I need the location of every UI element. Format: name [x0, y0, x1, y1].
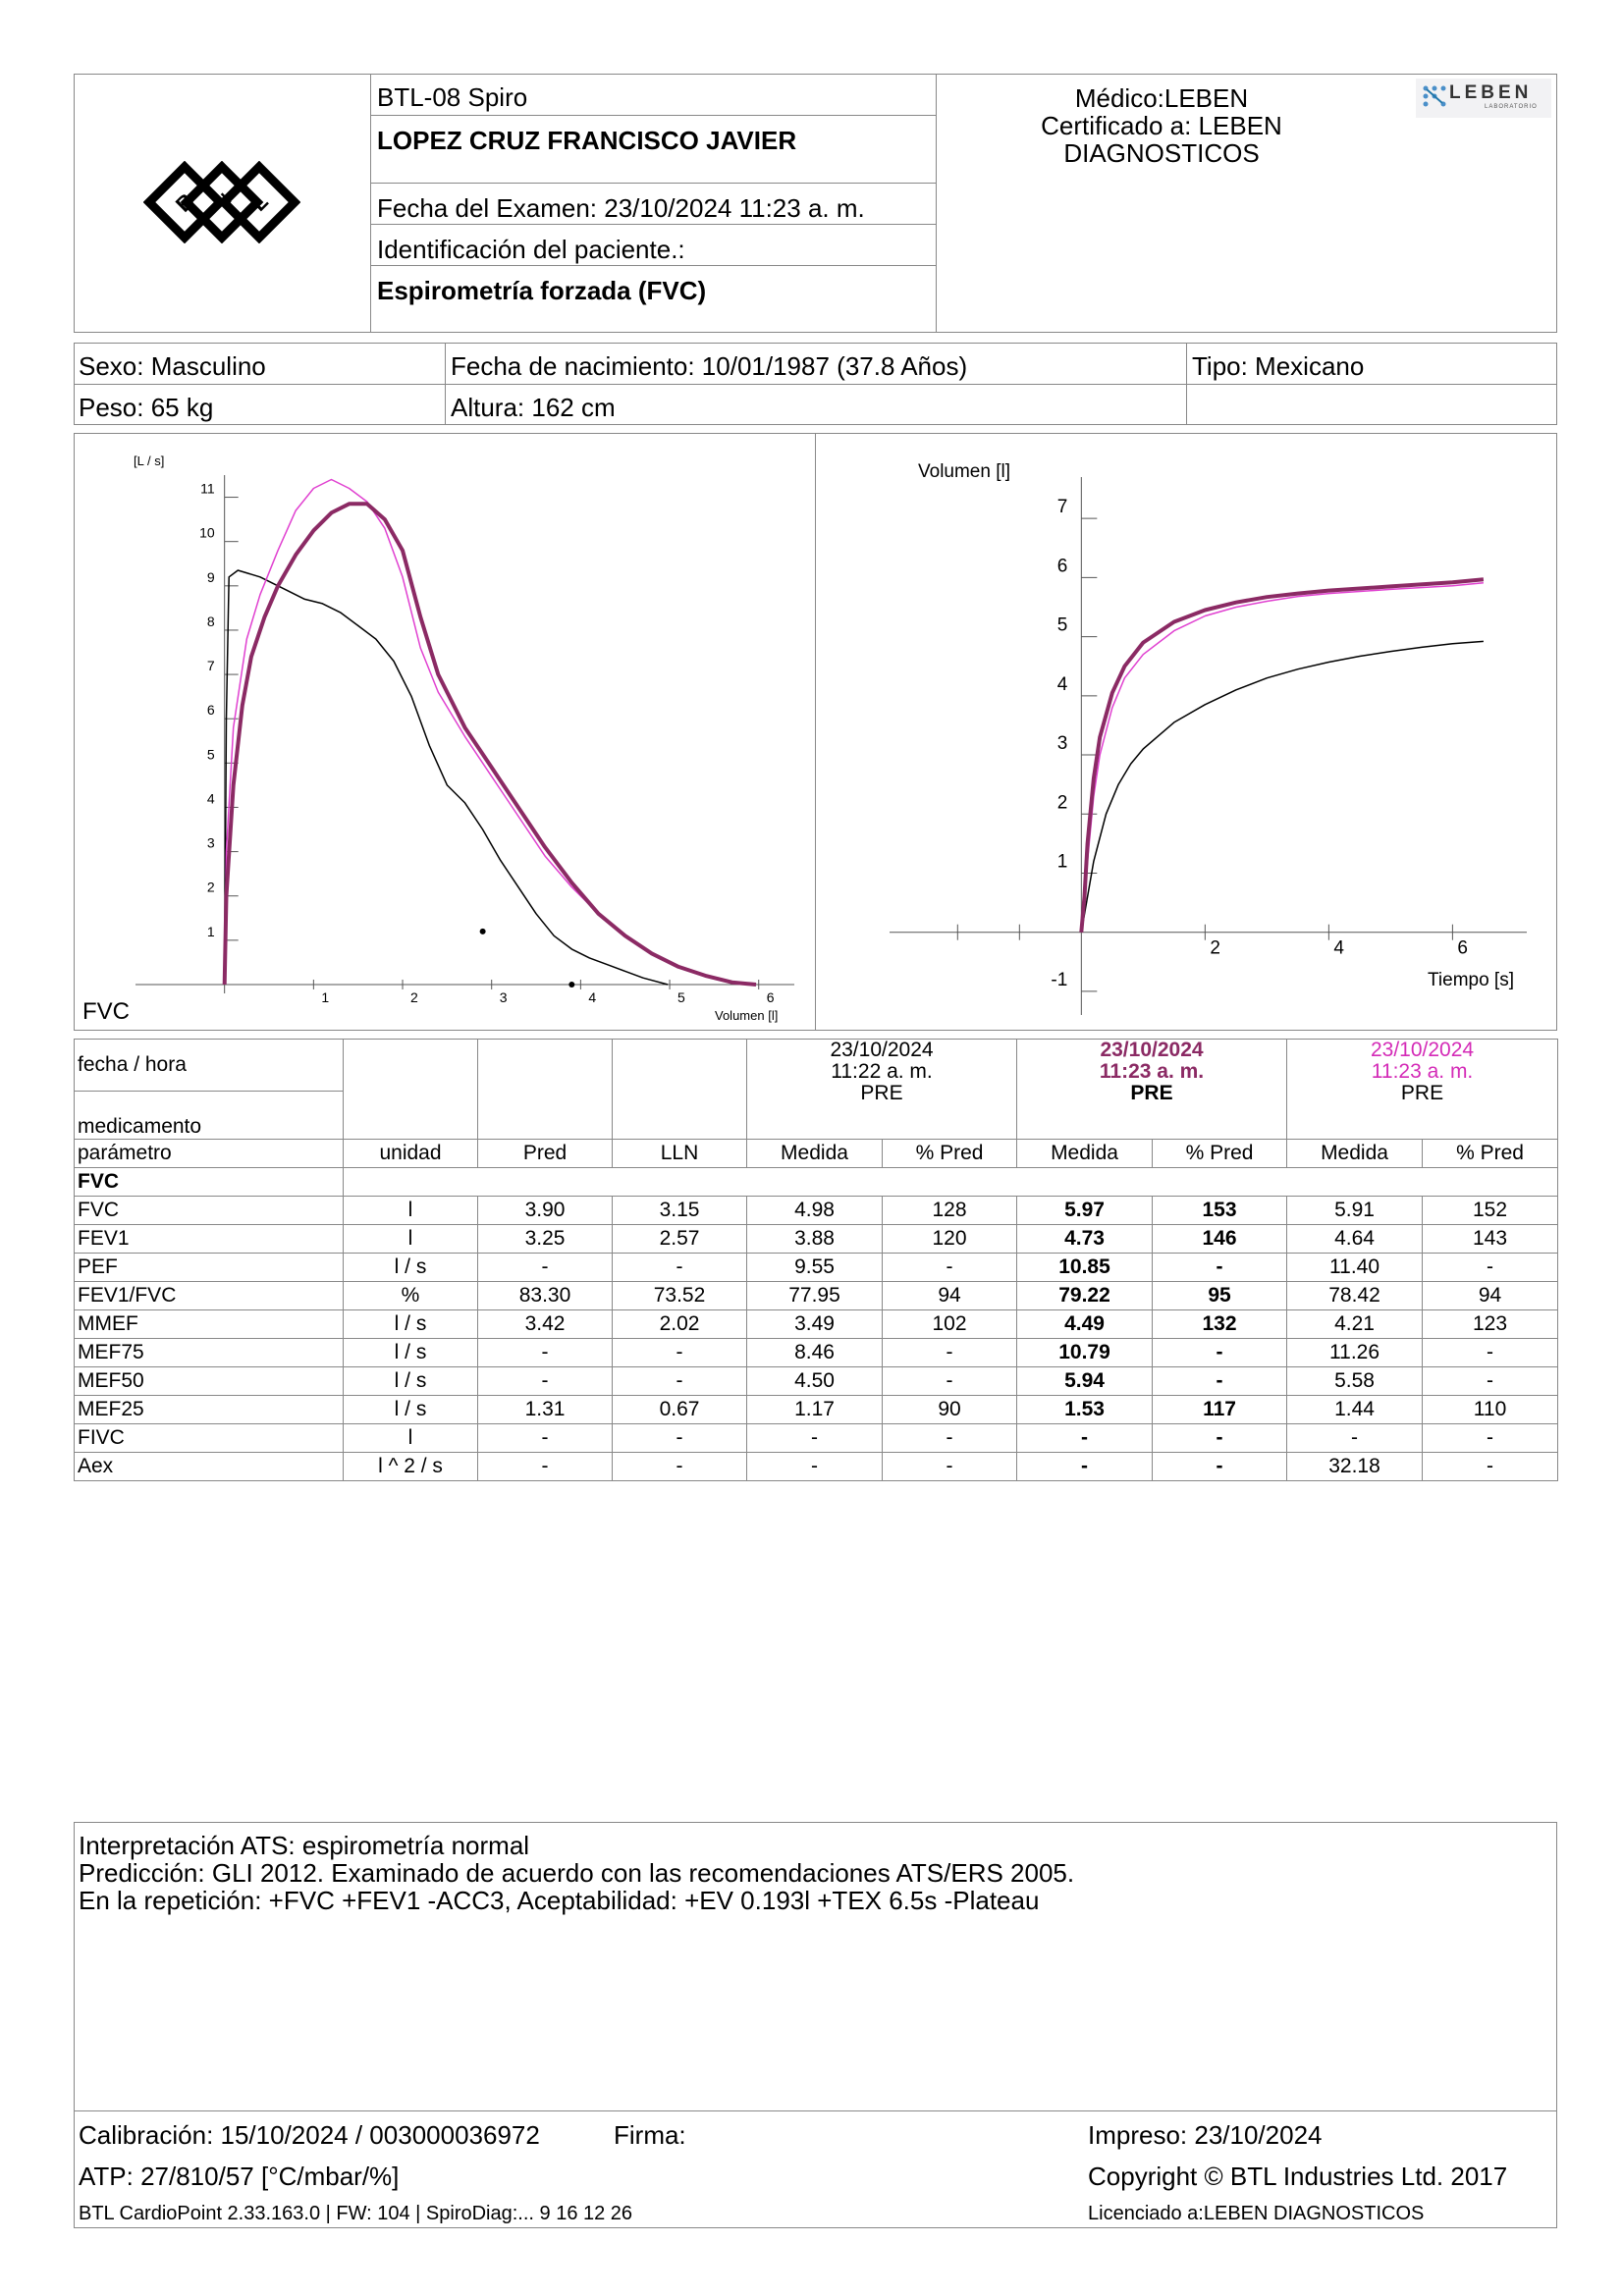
table-cell: 4.50 [747, 1367, 883, 1396]
header-row-line [370, 265, 936, 266]
table-cell: 8.46 [747, 1339, 883, 1367]
table-cell: - [1423, 1254, 1558, 1282]
interpretation-line-3: En la repetición: +FVC +FEV1 -ACC3, Aceptabilidad: +EV 0.193l +TEX 6.5s -Plateau [79, 1886, 1040, 1915]
table-cell: 3.88 [747, 1225, 883, 1254]
table-cell: - [883, 1254, 1017, 1282]
table-cell: 1.31 [478, 1396, 613, 1424]
table-cell: l / s [344, 1339, 478, 1367]
table-cell: - [1153, 1367, 1287, 1396]
table-cell: 5.58 [1287, 1367, 1423, 1396]
header-row-line [370, 224, 936, 225]
table-cell: 4.21 [1287, 1310, 1423, 1339]
trial-2-date: 23/10/2024 [1100, 1039, 1204, 1061]
table-cell: 4.49 [1017, 1310, 1153, 1339]
leben-logo-text: LEBEN [1449, 82, 1533, 103]
table-cell: 152 [1423, 1197, 1558, 1225]
section-empty [344, 1168, 1558, 1197]
y-tick-label: 3 [206, 834, 215, 851]
parameter-name: MEF75 [75, 1339, 344, 1367]
patient-sex: Sexo: Masculino [79, 351, 266, 381]
table-cell: - [1287, 1424, 1423, 1453]
table-cell: 1.53 [1017, 1396, 1153, 1424]
table-cell: - [1423, 1453, 1558, 1481]
patient-row-line [74, 384, 1557, 385]
table-cell: 3.90 [478, 1197, 613, 1225]
table-row [75, 1282, 1558, 1310]
table-cell: - [747, 1424, 883, 1453]
y-tick-label: 11 [200, 480, 215, 497]
parameter-name: FIVC [75, 1424, 344, 1453]
section-label: FVC [75, 1168, 344, 1197]
table-row [75, 1424, 1558, 1453]
table-cell: % [344, 1282, 478, 1310]
patient-type: Tipo: Mexicano [1192, 351, 1365, 381]
table-cell: l ^ 2 / s [344, 1453, 478, 1481]
table-cell: 123 [1423, 1310, 1558, 1339]
volume-time-series [1081, 579, 1484, 933]
x-tick-label: 2 [1210, 937, 1220, 959]
leben-logo-icon [1422, 84, 1447, 108]
table-row [75, 1254, 1558, 1282]
volume-time-ylabel: Volumen [l] [918, 461, 1010, 482]
interpretation-line-2: Predicción: GLI 2012. Examinado de acuerdo con las recomendaciones ATS/ERS 2005. [79, 1858, 1075, 1888]
x-tick-label: 5 [677, 988, 685, 1005]
empty-cell [478, 1040, 613, 1140]
table-cell: 5.91 [1287, 1197, 1423, 1225]
table-cell: - [1423, 1367, 1558, 1396]
series-line-2 [1081, 583, 1484, 933]
svg-text:T: T [208, 188, 236, 216]
table-cell: 3.42 [478, 1310, 613, 1339]
table-row [75, 1225, 1558, 1254]
table-cell: 11.26 [1287, 1339, 1423, 1367]
x-tick-label: 4 [1333, 937, 1344, 959]
patient-weight: Peso: 65 kg [79, 393, 214, 422]
table-cell: 1.17 [747, 1396, 883, 1424]
y-tick-label: 9 [206, 568, 215, 585]
results-table [74, 1039, 1558, 1481]
flow-volume-chart [75, 434, 814, 1029]
table-cell: - [1153, 1339, 1287, 1367]
table-cell: 5.97 [1017, 1197, 1153, 1225]
series-line-3 [1081, 579, 1484, 933]
table-cell: 9.55 [747, 1254, 883, 1282]
table-row [75, 1197, 1558, 1225]
y-tick-label: 4 [206, 790, 215, 807]
table-cell: 3.49 [747, 1310, 883, 1339]
column-header-row [75, 1140, 1558, 1168]
header-divider-left [370, 74, 371, 333]
table-cell: - [883, 1424, 1017, 1453]
volume-time-xlabel: Tiempo [s] [1428, 970, 1514, 990]
table-cell: l [344, 1424, 478, 1453]
table-cell: 2.57 [613, 1225, 747, 1254]
column-header: unidad [344, 1140, 478, 1168]
x-tick-label: 1 [321, 988, 330, 1005]
table-cell: - [478, 1339, 613, 1367]
trial-1-header [747, 1040, 1017, 1140]
trial-2-header [1017, 1040, 1287, 1140]
patient-birth: Fecha de nacimiento: 10/01/1987 (37.8 Años) [451, 351, 968, 381]
atp-conditions: ATP: 27/810/57 [°C/mbar/%] [79, 2162, 400, 2191]
y-tick-label: 5 [206, 746, 215, 763]
empty-cell [344, 1040, 478, 1140]
leben-logo-sub: LABORATORIO [1485, 104, 1538, 110]
table-cell: 73.52 [613, 1282, 747, 1310]
table-cell: 146 [1153, 1225, 1287, 1254]
patient-height: Altura: 162 cm [451, 393, 616, 422]
patient-col-line [1186, 343, 1187, 425]
trial-3-header [1287, 1040, 1558, 1140]
table-cell: 32.18 [1287, 1453, 1423, 1481]
table-cell: - [1017, 1424, 1153, 1453]
table-cell: - [1153, 1453, 1287, 1481]
table-cell: l / s [344, 1310, 478, 1339]
table-cell: 5.94 [1017, 1367, 1153, 1396]
table-cell: - [883, 1339, 1017, 1367]
table-cell: l / s [344, 1367, 478, 1396]
interpretation-text [79, 1832, 1074, 1914]
leben-logo [1416, 79, 1551, 118]
volume-time-axes [890, 477, 1527, 1015]
table-cell: - [613, 1339, 747, 1367]
x-tick-label: 4 [588, 988, 597, 1005]
series-line-1 [1081, 641, 1484, 932]
table-cell: 117 [1153, 1396, 1287, 1424]
column-header: Medida [747, 1140, 883, 1168]
table-cell: 153 [1153, 1197, 1287, 1225]
table-cell: 10.79 [1017, 1339, 1153, 1367]
patient-id: Identificación del paciente.: [377, 235, 685, 264]
y-tick-label: 4 [1056, 673, 1068, 695]
btl-logo [143, 161, 300, 243]
parameter-name: MEF25 [75, 1396, 344, 1424]
table-cell: - [883, 1367, 1017, 1396]
parameter-name: FEV1 [75, 1225, 344, 1254]
table-cell: - [883, 1453, 1017, 1481]
table-cell: 77.95 [747, 1282, 883, 1310]
device-name: BTL-08 Spiro [377, 82, 528, 112]
y-tick-label: 3 [1056, 733, 1068, 755]
table-cell: 2.02 [613, 1310, 747, 1339]
column-header: % Pred [883, 1140, 1017, 1168]
svg-text:L: L [245, 188, 273, 216]
table-cell: - [613, 1254, 747, 1282]
y-tick-label: 7 [206, 658, 215, 674]
y-tick-label: 2 [206, 879, 215, 895]
doctor-block [936, 84, 1387, 167]
interpretation-line-1: Interpretación ATS: espirometría normal [79, 1831, 530, 1860]
table-cell: 79.22 [1017, 1282, 1153, 1310]
table-row [75, 1310, 1558, 1339]
table-cell: - [1423, 1339, 1558, 1367]
table-cell: 132 [1153, 1310, 1287, 1339]
table-cell: 128 [883, 1197, 1017, 1225]
column-header: parámetro [75, 1140, 344, 1168]
table-cell: l / s [344, 1396, 478, 1424]
table-cell: 94 [883, 1282, 1017, 1310]
table-cell: 11.40 [1287, 1254, 1423, 1282]
y-tick-label: 1 [1056, 851, 1068, 873]
table-cell: 83.30 [478, 1282, 613, 1310]
table-cell: - [478, 1254, 613, 1282]
table-cell: - [747, 1453, 883, 1481]
patient-col-line [445, 343, 446, 425]
table-cell: - [613, 1367, 747, 1396]
table-row [75, 1367, 1558, 1396]
table-cell: 10.85 [1017, 1254, 1153, 1282]
trial-2-med: PRE [1130, 1082, 1173, 1104]
x-tick-label: 6 [766, 988, 775, 1005]
data-rows [75, 1197, 1558, 1481]
column-header: % Pred [1153, 1140, 1287, 1168]
table-cell: - [1153, 1254, 1287, 1282]
column-header: Pred [478, 1140, 613, 1168]
y-tick-label: 6 [206, 702, 215, 719]
signature-label: Firma: [614, 2120, 686, 2150]
certified-to-line2: DIAGNOSTICOS [1063, 138, 1260, 168]
table-cell: - [478, 1424, 613, 1453]
table-cell: 4.64 [1287, 1225, 1423, 1254]
trial-1-time: 11:22 a. m. [831, 1060, 933, 1083]
series-line-2 [225, 480, 751, 986]
flow-volume-xlabel: Volumen [l] [715, 1008, 779, 1023]
table-cell: - [1017, 1453, 1153, 1481]
flow-volume-corner-label: FVC [82, 998, 130, 1025]
parameter-name: Aex [75, 1453, 344, 1481]
table-cell: - [478, 1367, 613, 1396]
column-header: Medida [1287, 1140, 1423, 1168]
exam-date: Fecha del Examen: 23/10/2024 11:23 a. m. [377, 193, 865, 223]
patient-name: LOPEZ CRUZ FRANCISCO JAVIER [377, 126, 797, 155]
table-cell: - [1153, 1424, 1287, 1453]
table-cell: 1.44 [1287, 1396, 1423, 1424]
calibration: Calibración: 15/10/2024 / 003000036972 [79, 2120, 540, 2150]
table-cell: 90 [883, 1396, 1017, 1424]
volume-time-chart [816, 434, 1556, 1029]
y-tick-label: 6 [1056, 556, 1068, 577]
table-row [75, 1453, 1558, 1481]
table-row [75, 1339, 1558, 1367]
y-tick-label: 2 [1056, 792, 1068, 814]
data-marker [568, 982, 574, 988]
y-tick-label: 7 [1056, 497, 1068, 518]
doctor-name: Médico:LEBEN [1074, 83, 1249, 113]
table-cell: l [344, 1197, 478, 1225]
column-header: LLN [613, 1140, 747, 1168]
table-cell: - [1423, 1424, 1558, 1453]
table-cell: 120 [883, 1225, 1017, 1254]
svg-text:B: B [170, 187, 199, 217]
licensed-to: Licenciado a:LEBEN DIAGNOSTICOS [1088, 2203, 1425, 2224]
trial-2-time: 11:23 a. m. [1099, 1060, 1205, 1083]
table-cell: 3.15 [613, 1197, 747, 1225]
table-cell: - [613, 1424, 747, 1453]
parameter-name: PEF [75, 1254, 344, 1282]
table-cell: l [344, 1225, 478, 1254]
test-type: Espirometría forzada (FVC) [377, 276, 707, 305]
table-cell: l / s [344, 1254, 478, 1282]
data-marker [480, 929, 486, 934]
flow-volume-series [225, 480, 756, 988]
table-cell: 4.98 [747, 1197, 883, 1225]
trial-3-time: 11:23 a. m. [1371, 1060, 1474, 1083]
parameter-name: FEV1/FVC [75, 1282, 344, 1310]
trial-1-med: PRE [860, 1082, 903, 1104]
table-cell: 95 [1153, 1282, 1287, 1310]
flow-volume-axes [135, 475, 794, 1005]
table-cell: 0.67 [613, 1396, 747, 1424]
y-tick-label: 1 [206, 923, 215, 939]
x-tick-label: 3 [499, 988, 508, 1005]
table-cell: - [478, 1453, 613, 1481]
table-cell: 3.25 [478, 1225, 613, 1254]
series-line-3 [225, 504, 756, 985]
column-header: % Pred [1423, 1140, 1558, 1168]
header-row-line [370, 183, 936, 184]
table-cell: 143 [1423, 1225, 1558, 1254]
copyright: Copyright © BTL Industries Ltd. 2017 [1088, 2162, 1508, 2191]
table-row [75, 1396, 1558, 1424]
table-cell: 102 [883, 1310, 1017, 1339]
table-cell: 4.73 [1017, 1225, 1153, 1254]
fecha-hora-label: fecha / hora [75, 1040, 344, 1092]
medicamento-label: medicamento [75, 1092, 344, 1140]
column-header: Medida [1017, 1140, 1153, 1168]
printed-date: Impreso: 23/10/2024 [1088, 2120, 1323, 2150]
interpretation-divider [74, 2110, 1557, 2111]
table-cell: - [613, 1453, 747, 1481]
parameter-name: FVC [75, 1197, 344, 1225]
flow-volume-ylabel: [L / s] [134, 454, 165, 468]
table-cell: 94 [1423, 1282, 1558, 1310]
software-version: BTL CardioPoint 2.33.163.0 | FW: 104 | SpiroDiag:... 9 16 12 26 [79, 2203, 633, 2224]
x-tick-label: 2 [410, 988, 418, 1005]
y-tick-label: 10 [199, 524, 215, 541]
series-line-1 [225, 570, 669, 985]
parameter-name: MMEF [75, 1310, 344, 1339]
y-tick-label: 8 [206, 613, 215, 629]
header-row-line [370, 115, 936, 116]
trial-1-date: 23/10/2024 [830, 1039, 934, 1061]
x-tick-label: 6 [1457, 937, 1468, 959]
y-tick-label: 5 [1056, 614, 1068, 636]
table-cell: 110 [1423, 1396, 1558, 1424]
y-tick-label: -1 [1051, 969, 1068, 990]
parameter-name: MEF50 [75, 1367, 344, 1396]
empty-cell [613, 1040, 747, 1140]
certified-to: Certificado a: LEBEN [1041, 111, 1282, 140]
trial-3-date: 23/10/2024 [1370, 1039, 1475, 1061]
table-cell: 78.42 [1287, 1282, 1423, 1310]
trial-3-med: PRE [1400, 1082, 1444, 1104]
